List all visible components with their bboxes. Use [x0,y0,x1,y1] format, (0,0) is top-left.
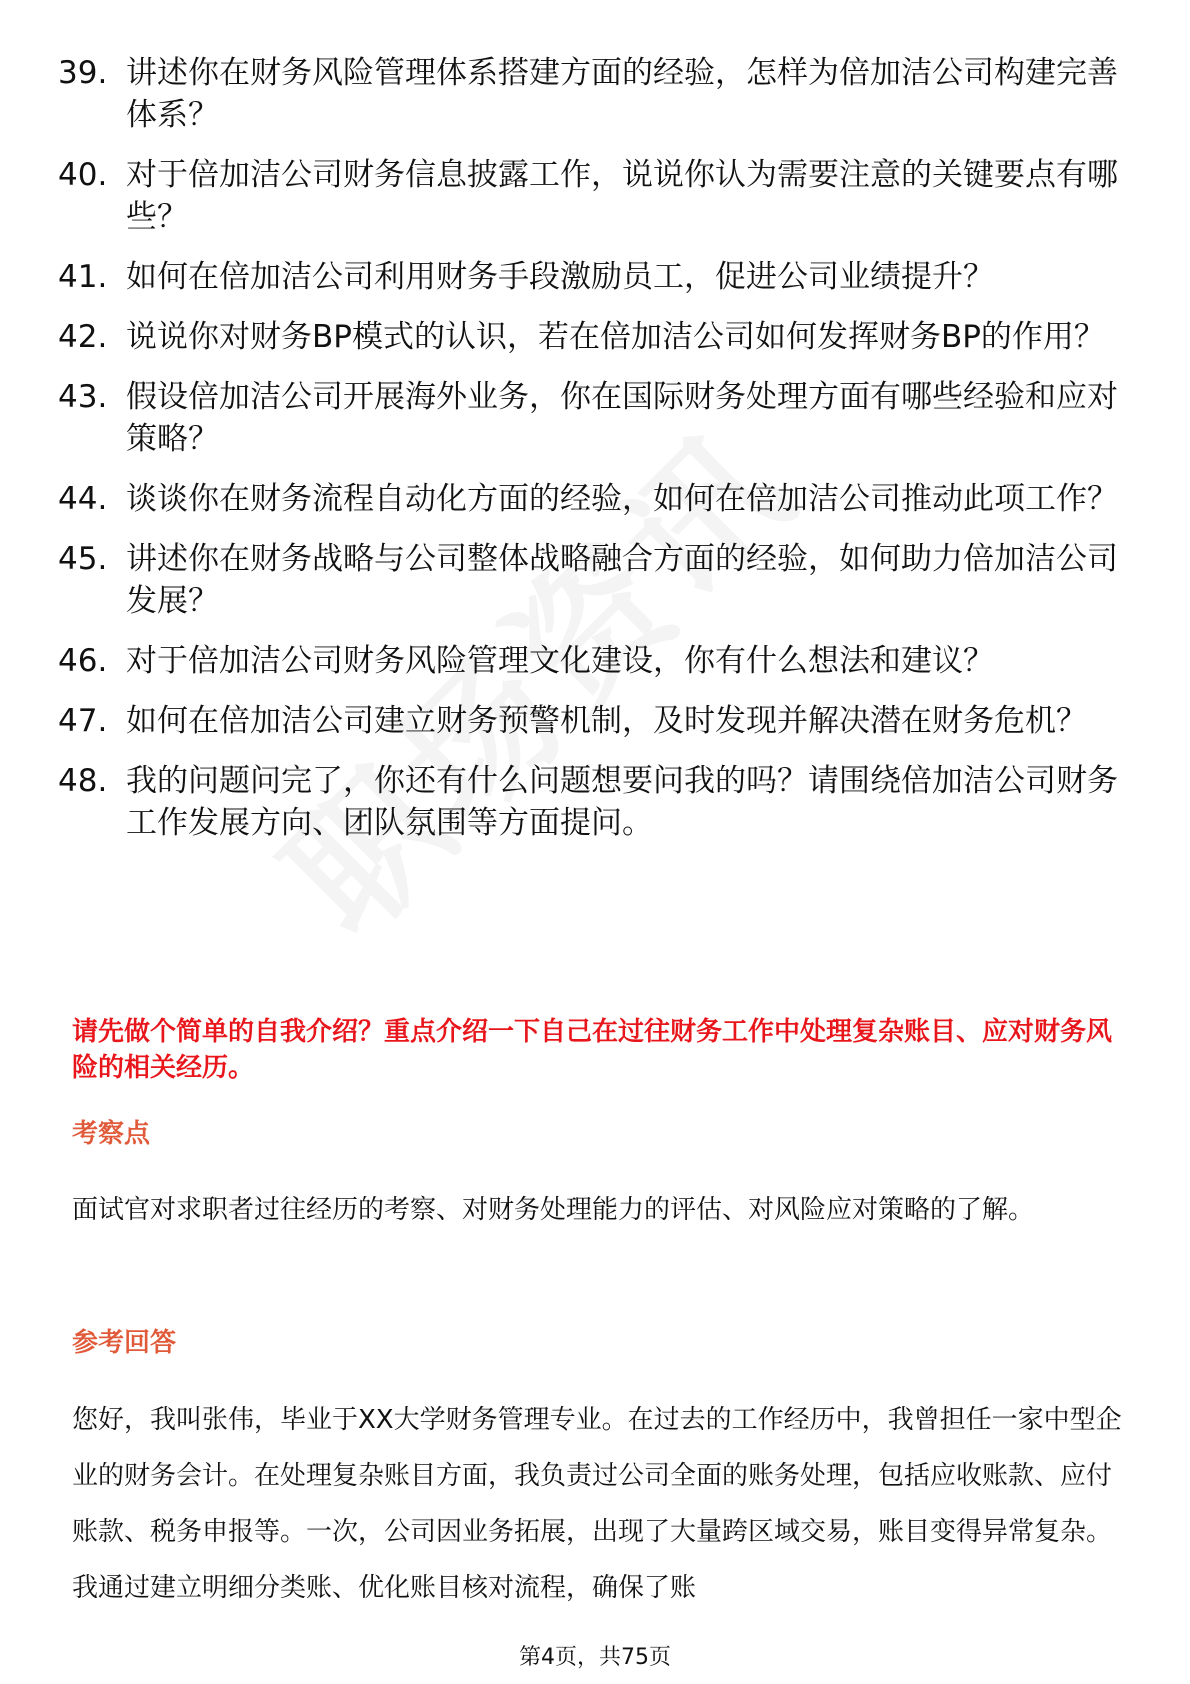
question-text: 如何在倍加洁公司利用财务手段激励员工，促进公司业绩提升？ [126,259,994,295]
focus-text: 面试官对求职者过往经历的考察、对财务处理能力的评估、对风险应对策略的了解。 [72,1195,1035,1225]
answer-label: 参考回答 [72,1328,177,1358]
question-number: 44. [58,481,108,517]
page-footer: 第4页，共75页 [519,1645,671,1670]
list-item [58,478,1133,520]
question-text: 讲述你在财务战略与公司整体战略融合方面的经验，如何助力倍加洁公司发展？ [126,541,1118,619]
highlight-question: 请先做个简单的自我介绍？重点介绍一下自己在过往财务工作中处理复杂账目、应对财务风险的相关经历。 [72,1017,1113,1083]
question-number: 40. [58,157,108,193]
list-item [58,316,1133,358]
question-text: 谈谈你在财务流程自动化方面的经验，如何在倍加洁公司推动此项工作？ [126,481,1118,517]
question-number: 47. [58,703,108,739]
question-number: 48. [58,763,108,799]
list-item [58,640,1133,682]
question-text: 说说你对财务BP模式的认识，若在倍加洁公司如何发挥财务BP的作用？ [126,319,1105,355]
list-item [58,52,1133,136]
question-text: 如何在倍加洁公司建立财务预警机制，及时发现并解决潜在财务危机？ [126,703,1087,739]
answer-text: 您好，我叫张伟，毕业于XX大学财务管理专业。在过去的工作经历中，我曾担任一家中型企业的财务会计。在处理复杂账目方面，我负责过公司全面的账务处理，包括应收账款、应付账款、税务申报等。一次，公司因业务拓展，出现了大量跨区域交易，账目变得异常复杂。我通过建立明细分类账、优化账目核对流程，确保了账 [72,1405,1122,1603]
question-text: 对于倍加洁公司财务信息披露工作，说说你认为需要注意的关键要点有哪些？ [126,157,1118,235]
question-number: 42. [58,319,108,355]
list-item [58,538,1133,622]
question-text: 假设倍加洁公司开展海外业务，你在国际财务处理方面有哪些经验和应对策略？ [126,379,1118,457]
question-number: 45. [58,541,108,577]
question-number: 46. [58,643,108,679]
list-item [58,760,1133,844]
question-number: 39. [58,55,108,91]
question-number: 41. [58,259,108,295]
question-number: 43. [58,379,108,415]
list-item [58,256,1133,298]
focus-label: 考察点 [72,1119,151,1149]
question-text: 对于倍加洁公司财务风险管理文化建设，你有什么想法和建议？ [126,643,994,679]
list-item [58,700,1133,742]
list-item [58,376,1133,460]
question-text: 讲述你在财务风险管理体系搭建方面的经验，怎样为倍加洁公司构建完善体系？ [126,55,1118,133]
list-item [58,154,1133,238]
question-text: 我的问题问完了，你还有什么问题想要问我的吗？请围绕倍加洁公司财务工作发展方向、团队氛围等方面提问。 [126,763,1118,841]
question-list [58,52,1133,862]
